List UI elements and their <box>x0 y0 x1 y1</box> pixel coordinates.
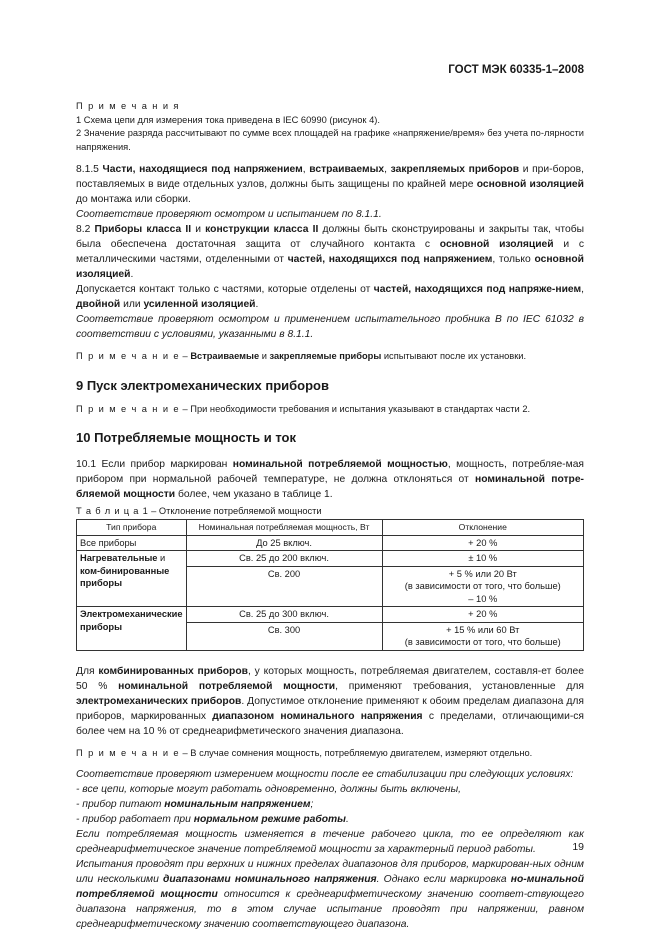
text: . <box>345 814 349 825</box>
clause-number: 8.2 <box>76 224 95 235</box>
term: Части, находящиеся под напряжением <box>102 164 303 175</box>
table-cell: + 20 % <box>382 607 583 623</box>
text: . <box>130 269 134 280</box>
text: и <box>191 224 206 235</box>
condition-1: - все цепи, которые могут работать одновременно, должны быть включены, <box>76 784 462 795</box>
text: и с металлическими частями, отделенными от <box>76 239 584 265</box>
text: более, чем указано в таблице 1. <box>175 489 333 500</box>
note-label: П р и м е ч а н и е <box>76 747 180 758</box>
table-cell: Св. 300 <box>186 622 382 650</box>
clause-number: 8.1.5 <box>76 164 103 175</box>
text: и <box>157 553 166 563</box>
text: и при-боров, поставляемых в виде отдельных узлов, должны быть защищены по крайней мере <box>76 164 584 190</box>
text: - прибор питают <box>76 799 165 810</box>
table-label: Т а б л и ц а 1 <box>76 506 149 516</box>
table-row <box>77 607 584 623</box>
text: - прибор работает при <box>76 814 194 825</box>
note-line-2: 2 Значение разряда рассчитывают по сумме всех площадей на графике «напряжение/время» без учета по-лярности напряжения. <box>76 128 584 152</box>
table-cell: ± 10 % <box>382 551 583 567</box>
table-row <box>77 551 584 567</box>
text: , у которых мощность, потребляемая двигателем, составля-ет более 50 % <box>76 665 584 692</box>
text: должны быть сконструированы и закрыты так, чтобы была обеспечена достаточная защита от случайного контакта с <box>76 224 584 250</box>
text: и <box>259 351 270 361</box>
cell-line: + 5 % или 20 Вт <box>448 568 517 579</box>
term: закрепляемые приборы <box>269 351 382 361</box>
note-4 <box>76 747 584 761</box>
term: Приборы класса II <box>94 224 192 235</box>
paragraph-8-2 <box>76 222 584 282</box>
table-header-row <box>77 520 584 536</box>
term: ком-бинированные приборы <box>80 565 170 588</box>
term: номинальной потре-бляемой мощности <box>76 474 584 500</box>
cell-line: + 15 % или 60 Вт <box>446 624 520 635</box>
table-cell: Св. 25 до 300 включ. <box>186 607 382 623</box>
table-row <box>77 535 584 551</box>
term: диапазонами номинального напряжения <box>163 874 377 885</box>
term: встраиваемых <box>309 164 385 175</box>
table-cell: Св. 200 <box>186 566 382 607</box>
table-cell: + 20 % <box>382 535 583 551</box>
page-content <box>76 100 584 932</box>
text: – В случае сомнения мощность, потребляемую двигателем, измеряют отдельно. <box>179 747 533 758</box>
table-cell <box>382 622 583 650</box>
table-cell: Электромеханические приборы <box>77 607 187 651</box>
term: номинальным напряжением <box>164 799 311 810</box>
cell-line: (в зависимости от того, что больше) <box>404 581 561 591</box>
term: комбинированных приборов <box>98 665 248 677</box>
compliance-1: Соответствие проверяют осмотром и испытанием по 8.1.1. <box>76 209 382 220</box>
table-header-cell: Отклонение <box>382 520 583 536</box>
note-line-1: 1 Схема цепи для измерения тока приведена в IEC 60990 (рисунок 4). <box>76 114 380 125</box>
text: до монтажа или сборки. <box>76 194 191 205</box>
paragraph-10-1 <box>76 457 584 502</box>
compliance-ranges <box>76 857 584 932</box>
text: – Отклонение потребляемой мощности <box>148 506 322 516</box>
text: , мощность, потребляе-мая прибором при нормальной рабочей температуре, не должна отклоняться от <box>76 459 584 485</box>
paragraph-contact <box>76 282 584 312</box>
document-header: ГОСТ МЭК 60335-1–2008 <box>448 64 584 76</box>
compliance-intro: Соответствие проверяют измерением мощности после ее стабилизации при следующих условиях: <box>76 769 574 780</box>
term: номинальной потребляемой мощностью <box>232 459 448 470</box>
text: . Допустимое отклонение применяют к обоим пределам диапазона для приборов, маркированных <box>76 695 584 722</box>
text: , только <box>492 254 535 265</box>
term: Встраиваемые <box>190 351 260 361</box>
term: электромеханических приборов <box>76 695 242 707</box>
term: диапазоном номинального напряжения <box>212 710 423 722</box>
text: 10.1 Если прибор маркирован <box>76 459 233 470</box>
term: основной изоляцией <box>439 239 554 250</box>
text: или <box>120 299 144 310</box>
text: , <box>384 164 391 175</box>
text: Для <box>76 665 99 677</box>
text: Испытания проводят при верхних и нижних пределах диапазонов для приборов, маркирован-ных одним или несколькими <box>76 859 584 885</box>
text: Допускается контакт только с частями, которые отделены от <box>76 284 374 295</box>
term: но-минальной потребляемой мощности <box>76 874 585 900</box>
section-10-title: 10 Потребляемые мощность и ток <box>76 430 296 445</box>
note-label: П р и м е ч а н и е <box>76 403 180 414</box>
term: частей, находящихся под напряже-нием <box>373 284 582 295</box>
compliance-cycle: Если потребляемая мощность изменяется в течение рабочего цикла, то ее определяют как среднеарифметическое значение потребляемой мощности за характерный период работы. <box>76 829 584 855</box>
text: ; <box>310 799 314 810</box>
condition-3 <box>76 812 584 827</box>
term: частей, находящихся под напряжением <box>287 254 493 265</box>
table-cell <box>382 566 583 607</box>
paragraph-8-1-5 <box>76 162 584 207</box>
table-header-cell: Номинальная потребляемая мощность, Вт <box>186 520 382 536</box>
notes-block <box>76 100 584 154</box>
note-2 <box>76 350 584 364</box>
note-label: П р и м е ч а н и е <box>76 351 180 361</box>
text: – При необходимости требования и испытания указывают в стандартах части 2. <box>179 403 531 414</box>
power-deviation-table <box>76 519 584 651</box>
text: с пределами, отличающими-ся более чем на 10 % от среднеарифметического значения диапазона. <box>76 710 584 737</box>
note-3 <box>76 403 584 417</box>
table-cell: Все приборы <box>77 535 187 551</box>
term: нормальном режиме работы <box>193 814 346 825</box>
section-9-title: 9 Пуск электромеханических приборов <box>76 377 329 393</box>
text: , <box>581 284 584 295</box>
table-cell <box>77 551 187 607</box>
term: конструкции класса II <box>205 224 319 235</box>
compliance-2: Соответствие проверяют осмотром и применением испытательного пробника В по IEC 61032 в соответствии с условиями, указанными в 8.1.1. <box>76 314 584 340</box>
page-number: 19 <box>572 841 584 853</box>
text: , применяют требования, установленные для <box>335 680 584 692</box>
text: относится к среднеарифметическому значению соответ-ствующего диапазона напряжения, то в этом случае испытание проводят при напряжении, равном среднеарифметическому значению соответствующего диапазона. <box>76 889 584 930</box>
table-cell: До 25 включ. <box>186 535 382 551</box>
paragraph-combined <box>76 664 584 739</box>
cell-line: – 10 % <box>468 593 498 604</box>
text: испытывают после их установки. <box>381 351 527 361</box>
table-header-cell: Тип прибора <box>77 520 187 536</box>
term: усиленной изоляцией <box>143 299 256 310</box>
text: . Однако если маркировка <box>376 874 511 885</box>
notes-label: П р и м е ч а н и я <box>76 101 180 111</box>
term: основной изоляцией <box>76 254 584 280</box>
condition-2 <box>76 797 584 812</box>
term: закрепляемых приборов <box>390 164 520 175</box>
text: – <box>179 351 191 361</box>
text: , <box>302 164 310 175</box>
compliance-3 <box>76 767 584 932</box>
term: номинальной потребляемой мощности <box>118 680 336 692</box>
term: двойной <box>76 299 121 310</box>
cell-line: (в зависимости от того, что больше) <box>404 637 561 647</box>
term: Нагревательные <box>80 553 158 563</box>
term: основной изоляцией <box>476 179 584 190</box>
table-cell: Св. 25 до 200 включ. <box>186 551 382 567</box>
table-caption <box>76 504 584 519</box>
text: . <box>255 299 259 310</box>
